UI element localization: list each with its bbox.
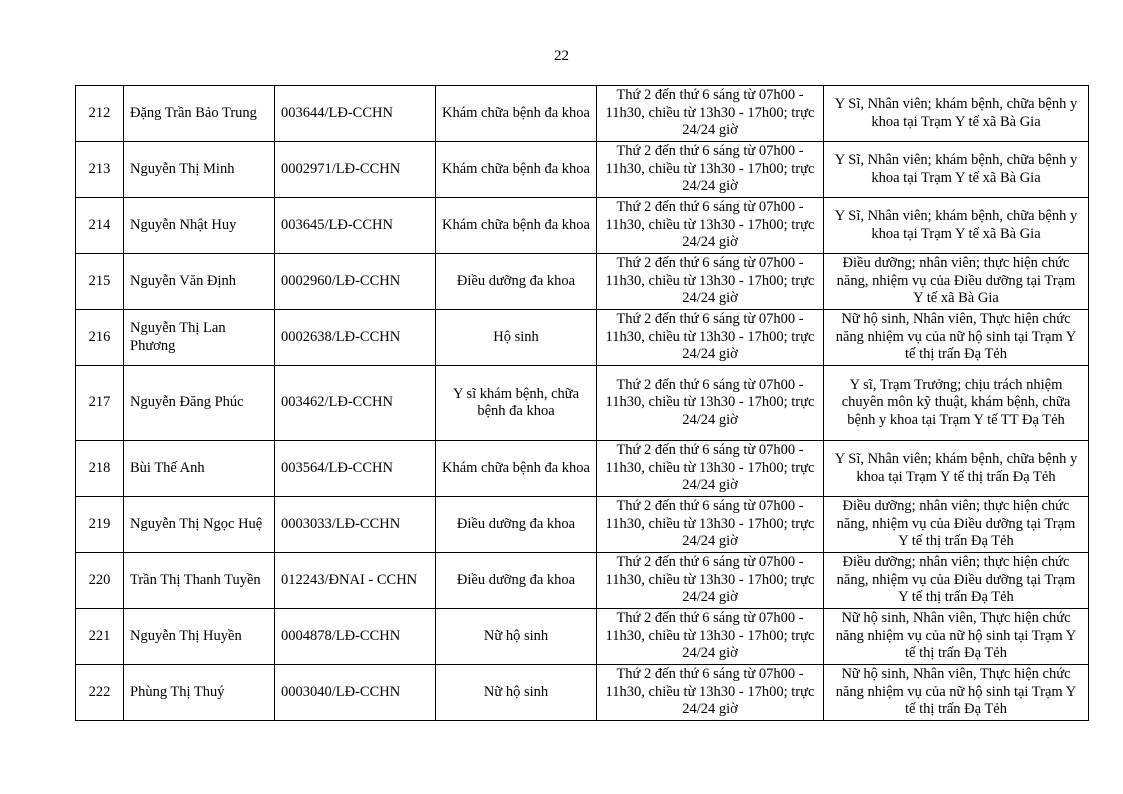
role-cell: Y Sĩ, Nhân viên; khám bệnh, chữa bệnh y khoa tại Trạm Y tế thị trấn Đạ Tẻh xyxy=(824,441,1089,497)
certificate-cell: 003564/LĐ-CCHN xyxy=(275,441,436,497)
row-number-cell: 219 xyxy=(76,497,124,553)
staff-table xyxy=(75,85,1089,721)
row-number-cell: 216 xyxy=(76,310,124,366)
working-hours-cell: Thứ 2 đến thứ 6 sáng từ 07h00 - 11h30, chiều từ 13h30 - 17h00; trực 24/24 giờ xyxy=(597,142,824,198)
certificate-cell: 003644/LĐ-CCHN xyxy=(275,86,436,142)
specialty-cell: Điều dưỡng đa khoa xyxy=(436,553,597,609)
table-row xyxy=(76,86,1089,142)
name-cell: Phùng Thị Thuý xyxy=(124,665,275,721)
working-hours-cell: Thứ 2 đến thứ 6 sáng từ 07h00 - 11h30, chiều từ 13h30 - 17h00; trực 24/24 giờ xyxy=(597,366,824,441)
name-cell: Trần Thị Thanh Tuyền xyxy=(124,553,275,609)
certificate-cell: 012243/ĐNAI - CCHN xyxy=(275,553,436,609)
certificate-cell: 0002638/LĐ-CCHN xyxy=(275,310,436,366)
specialty-cell: Nữ hộ sinh xyxy=(436,609,597,665)
certificate-cell: 0002960/LĐ-CCHN xyxy=(275,254,436,310)
table-row xyxy=(76,310,1089,366)
specialty-cell: Khám chữa bệnh đa khoa xyxy=(436,142,597,198)
table-row xyxy=(76,142,1089,198)
row-number-cell: 222 xyxy=(76,665,124,721)
working-hours-cell: Thứ 2 đến thứ 6 sáng từ 07h00 - 11h30, chiều từ 13h30 - 17h00; trực 24/24 giờ xyxy=(597,310,824,366)
table-row xyxy=(76,254,1089,310)
role-cell: Điều dưỡng; nhân viên; thực hiện chức năng, nhiệm vụ của Điều dưỡng tại Trạm Y tế xã Bà Gia xyxy=(824,254,1089,310)
table-row xyxy=(76,441,1089,497)
table-row xyxy=(76,665,1089,721)
working-hours-cell: Thứ 2 đến thứ 6 sáng từ 07h00 - 11h30, chiều từ 13h30 - 17h00; trực 24/24 giờ xyxy=(597,86,824,142)
name-cell: Bùi Thế Anh xyxy=(124,441,275,497)
row-number-cell: 221 xyxy=(76,609,124,665)
table-row xyxy=(76,497,1089,553)
certificate-cell: 003462/LĐ-CCHN xyxy=(275,366,436,441)
row-number-cell: 213 xyxy=(76,142,124,198)
working-hours-cell: Thứ 2 đến thứ 6 sáng từ 07h00 - 11h30, chiều từ 13h30 - 17h00; trực 24/24 giờ xyxy=(597,198,824,254)
role-cell: Điều dưỡng; nhân viên; thực hiện chức năng, nhiệm vụ của Điều dưỡng tại Trạm Y tế thị trấn Đạ Tẻh xyxy=(824,497,1089,553)
row-number-cell: 212 xyxy=(76,86,124,142)
specialty-cell: Điều dưỡng đa khoa xyxy=(436,254,597,310)
role-cell: Nữ hộ sinh, Nhân viên, Thực hiện chức năng nhiệm vụ của nữ hộ sinh tại Trạm Y tế thị trấn Đạ Tẻh xyxy=(824,310,1089,366)
row-number-cell: 217 xyxy=(76,366,124,441)
specialty-cell: Khám chữa bệnh đa khoa xyxy=(436,441,597,497)
row-number-cell: 214 xyxy=(76,198,124,254)
staff-table-body xyxy=(76,86,1089,721)
name-cell: Nguyễn Thị Minh xyxy=(124,142,275,198)
role-cell: Nữ hộ sinh, Nhân viên, Thực hiện chức năng nhiệm vụ của nữ hộ sinh tại Trạm Y tế thị trấn Đạ Tẻh xyxy=(824,609,1089,665)
certificate-cell: 0002971/LĐ-CCHN xyxy=(275,142,436,198)
name-cell: Nguyễn Thị Lan Phương xyxy=(124,310,275,366)
role-cell: Nữ hộ sinh, Nhân viên, Thực hiện chức năng nhiệm vụ của nữ hộ sinh tại Trạm Y tế thị trấn Đạ Tẻh xyxy=(824,665,1089,721)
certificate-cell: 0003040/LĐ-CCHN xyxy=(275,665,436,721)
certificate-cell: 003645/LĐ-CCHN xyxy=(275,198,436,254)
name-cell: Nguyễn Thị Huyền xyxy=(124,609,275,665)
table-row xyxy=(76,198,1089,254)
row-number-cell: 218 xyxy=(76,441,124,497)
working-hours-cell: Thứ 2 đến thứ 6 sáng từ 07h00 - 11h30, chiều từ 13h30 - 17h00; trực 24/24 giờ xyxy=(597,254,824,310)
role-cell: Y Sĩ, Nhân viên; khám bệnh, chữa bệnh y khoa tại Trạm Y tế xã Bà Gia xyxy=(824,86,1089,142)
role-cell: Y sĩ, Trạm Trưởng; chịu trách nhiệm chuyên môn kỹ thuật, khám bệnh, chữa bệnh y khoa tại Trạm Y tế TT Đạ Tẻh xyxy=(824,366,1089,441)
working-hours-cell: Thứ 2 đến thứ 6 sáng từ 07h00 - 11h30, chiều từ 13h30 - 17h00; trực 24/24 giờ xyxy=(597,609,824,665)
specialty-cell: Khám chữa bệnh đa khoa xyxy=(436,86,597,142)
specialty-cell: Y sĩ khám bệnh, chữa bệnh đa khoa xyxy=(436,366,597,441)
row-number-cell: 215 xyxy=(76,254,124,310)
table-row xyxy=(76,366,1089,441)
role-cell: Điều dưỡng; nhân viên; thực hiện chức năng, nhiệm vụ của Điều dưỡng tại Trạm Y tế thị trấn Đạ Tẻh xyxy=(824,553,1089,609)
name-cell: Nguyễn Nhật Huy xyxy=(124,198,275,254)
row-number-cell: 220 xyxy=(76,553,124,609)
certificate-cell: 0004878/LĐ-CCHN xyxy=(275,609,436,665)
page-number: 22 xyxy=(554,48,569,64)
specialty-cell: Nữ hộ sinh xyxy=(436,665,597,721)
name-cell: Đặng Trần Bảo Trung xyxy=(124,86,275,142)
table-row xyxy=(76,553,1089,609)
specialty-cell: Hộ sinh xyxy=(436,310,597,366)
name-cell: Nguyễn Đăng Phúc xyxy=(124,366,275,441)
role-cell: Y Sĩ, Nhân viên; khám bệnh, chữa bệnh y khoa tại Trạm Y tế xã Bà Gia xyxy=(824,142,1089,198)
name-cell: Nguyễn Văn Định xyxy=(124,254,275,310)
role-cell: Y Sĩ, Nhân viên; khám bệnh, chữa bệnh y khoa tại Trạm Y tế xã Bà Gia xyxy=(824,198,1089,254)
working-hours-cell: Thứ 2 đến thứ 6 sáng từ 07h00 - 11h30, chiều từ 13h30 - 17h00; trực 24/24 giờ xyxy=(597,441,824,497)
specialty-cell: Điều dưỡng đa khoa xyxy=(436,497,597,553)
table-row xyxy=(76,609,1089,665)
certificate-cell: 0003033/LĐ-CCHN xyxy=(275,497,436,553)
specialty-cell: Khám chữa bệnh đa khoa xyxy=(436,198,597,254)
working-hours-cell: Thứ 2 đến thứ 6 sáng từ 07h00 - 11h30, chiều từ 13h30 - 17h00; trực 24/24 giờ xyxy=(597,553,824,609)
working-hours-cell: Thứ 2 đến thứ 6 sáng từ 07h00 - 11h30, chiều từ 13h30 - 17h00; trực 24/24 giờ xyxy=(597,665,824,721)
name-cell: Nguyễn Thị Ngọc Huệ xyxy=(124,497,275,553)
working-hours-cell: Thứ 2 đến thứ 6 sáng từ 07h00 - 11h30, chiều từ 13h30 - 17h00; trực 24/24 giờ xyxy=(597,497,824,553)
